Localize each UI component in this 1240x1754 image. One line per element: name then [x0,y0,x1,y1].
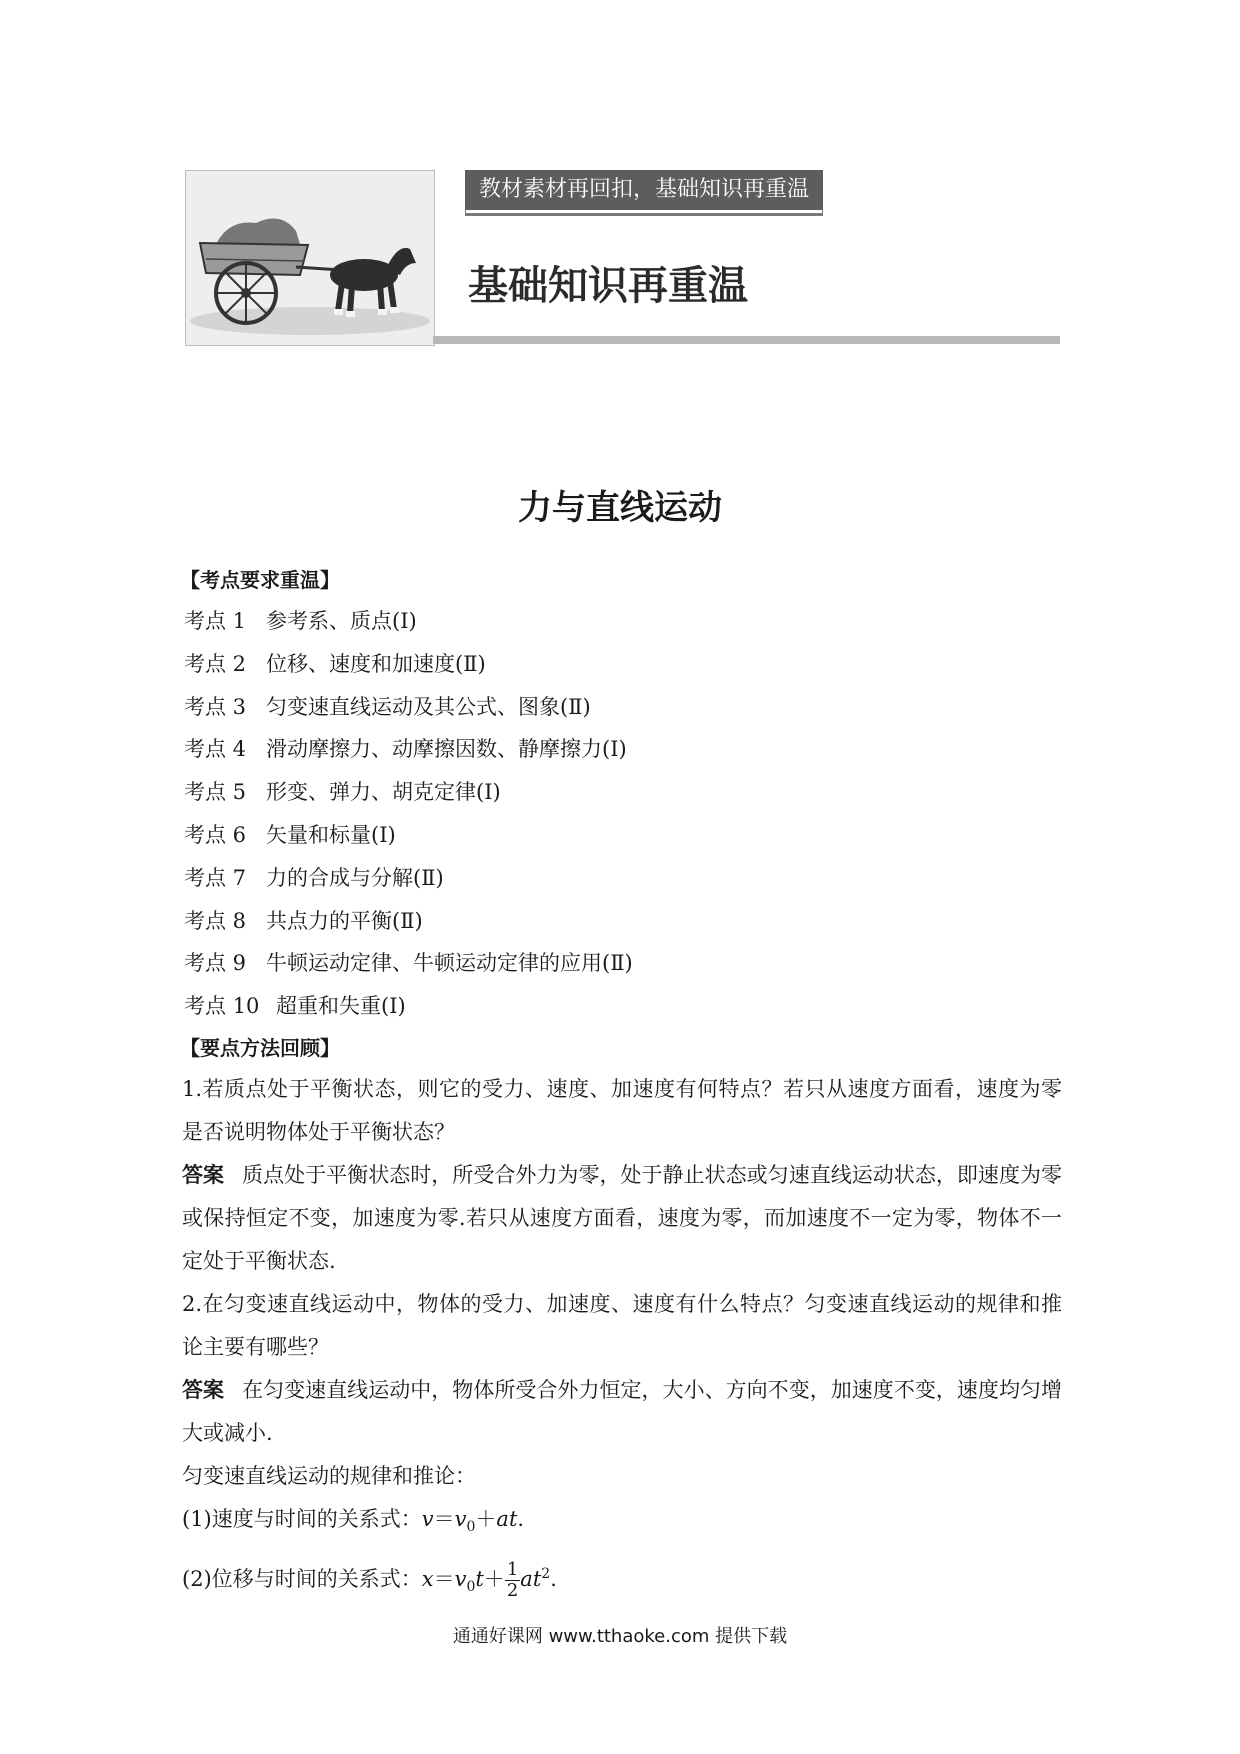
answer-2-text: 在匀变速直线运动中，物体所受合外力恒定，大小、方向不变，加速度不变，速度均匀增大或减小. [182,1377,1063,1445]
exam-point-number: 考点 6 [184,822,247,847]
exam-point-number: 考点 3 [184,694,247,719]
exam-point-number: 考点 9 [184,951,247,976]
formula-sup2: 2 [541,1566,551,1583]
formula-t: t [532,1567,542,1592]
exam-point-text: 滑动摩擦力、动摩擦因数、静摩擦力(Ⅰ) [266,737,627,762]
section-heading-review: 【要点方法回顾】 [180,1035,340,1060]
law-2-formula [421,1559,557,1602]
exam-point-item [182,686,1062,729]
question-1: 1.若质点处于平衡状态，则它的受力、速度、加速度有何特点？若只从速度方面看，速度为零是否说明物体处于平衡状态？ [182,1076,1062,1144]
formula-v0: v [454,1506,467,1531]
exam-point-number: 考点 7 [184,865,247,890]
formula-at: at [496,1506,518,1531]
law-2 [182,1549,1062,1612]
formula-t: t [475,1567,484,1592]
law-1 [182,1498,1062,1549]
banner-divider [433,336,1060,344]
laws-intro: 匀变速直线运动的规律和推论： [182,1463,476,1488]
section-banner [185,170,1060,346]
section-heading-requirements: 【考点要求重温】 [180,568,340,592]
answer-2 [182,1369,1062,1455]
law-2-label: (2)位移与时间的关系式： [182,1567,422,1592]
formula-eq: ＝ [433,1567,455,1592]
exam-point-text: 匀变速直线运动及其公式、图象(Ⅱ) [266,694,591,719]
exam-point-number: 考点 8 [184,908,247,933]
exam-point-number: 考点 1 [184,609,247,633]
formula-eq: ＝ [433,1506,455,1531]
fraction-numerator: 1 [506,1559,519,1581]
document-title: 力与直线运动 [518,488,722,528]
formula-v0: v [454,1567,467,1592]
answer-label: 答案 [182,1377,225,1402]
formula-sub0: 0 [466,1579,476,1596]
fraction-denominator: 2 [506,1580,519,1602]
answer-1-text: 质点处于平衡状态时，所受合外力为零，处于静止状态或匀速直线运动状态，即速度为零或保持恒定不变，加速度为零.若只从速度方面看，速度为零，而加速度不一定为零，物体不一定处于平衡状态. [182,1162,1063,1273]
formula-plus: ＋ [475,1506,497,1531]
exam-point-item [182,771,1062,814]
exam-point-item [182,600,1062,643]
exam-point-item [182,942,1062,985]
banner-tag: 教材素材再回扣，基础知识再重温 [465,170,823,210]
exam-point-item [182,900,1062,943]
exam-point-text: 位移、速度和加速度(Ⅱ) [266,651,486,676]
exam-point-number: 考点 4 [184,737,247,762]
exam-point-text: 形变、弹力、胡克定律(Ⅰ) [266,780,501,805]
formula-x: x [421,1567,434,1592]
exam-point-text: 超重和失重(Ⅰ) [276,994,406,1019]
exam-point-item [182,857,1062,900]
law-1-label: (1)速度与时间的关系式： [182,1506,422,1531]
formula-sub0: 0 [466,1519,476,1536]
exam-point-number: 考点 5 [184,780,247,805]
exam-point-item [182,643,1062,686]
formula-v: v [421,1506,434,1531]
question-2: 2.在匀变速直线运动中，物体的受力、加速度、速度有什么特点？匀变速直线运动的规律和推论主要有哪些？ [182,1291,1062,1359]
formula-a: a [520,1567,533,1592]
exam-point-item [182,814,1062,857]
exam-point-number: 考点 10 [184,994,260,1019]
fraction-one-half [505,1560,520,1601]
exam-point-list [182,600,1062,1028]
answer-1 [182,1154,1062,1283]
law-1-formula [421,1506,525,1536]
exam-point-item [182,985,1062,1028]
exam-point-item [182,728,1062,771]
exam-point-number: 考点 2 [184,651,247,676]
answer-label: 答案 [182,1162,225,1187]
document-body [182,560,1062,1612]
formula-dot: . [550,1567,557,1592]
exam-point-text: 牛顿运动定律、牛顿运动定律的应用(Ⅱ) [266,951,633,976]
exam-point-text: 参考系、质点(Ⅰ) [266,609,417,633]
formula-dot: . [517,1506,525,1531]
formula-plus: ＋ [483,1567,505,1592]
horse-cart-svg [186,171,434,345]
exam-point-text: 矢量和标量(Ⅰ) [266,822,396,847]
banner-title: 基础知识再重温 [468,263,748,309]
horse-cart-illustration-icon [185,170,435,346]
exam-point-text: 力的合成与分解(Ⅱ) [266,865,444,890]
page-footer: 通通好课网 www.tthaoke.com 提供下载 [452,1626,788,1647]
exam-point-text: 共点力的平衡(Ⅱ) [266,908,423,933]
